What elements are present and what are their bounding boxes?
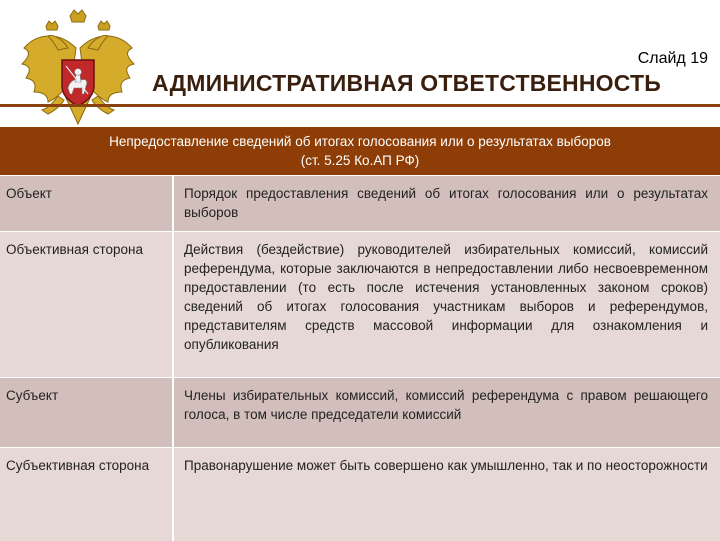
table-row [0, 232, 720, 378]
row-term: Субъективная сторона [0, 448, 173, 541]
title-divider [0, 104, 720, 107]
table-header [0, 127, 720, 175]
header-line-1: Непредоставление сведений об итогах голосования или о результатах выборов [109, 134, 611, 149]
slide-number: Слайд 19 [637, 50, 708, 67]
table-row [0, 448, 720, 541]
info-table [0, 175, 720, 541]
table-row [0, 176, 720, 232]
coat-of-arms-emblem [18, 8, 138, 128]
header-line-2: (ст. 5.25 Ко.АП РФ) [300, 153, 420, 168]
row-description: Действия (бездействие) руководителей избирательных комиссий, комиссий референдума, которые заключаются в непредоставлении либо несвоевременном предоставлении (то есть после истечения установленных законом сроков) сведений об итогах голосования участникам выборов и референдумов, представителям средств массовой информации для ознакомления и опубликования [173, 232, 720, 378]
row-description: Члены избирательных комиссий, комиссий референдума с правом решающего голоса, в том числе председатели комиссий [173, 378, 720, 448]
row-description: Правонарушение может быть совершено как умышленно, так и по неосторожности [173, 448, 720, 541]
table-row [0, 378, 720, 448]
row-term: Объективная сторона [0, 232, 173, 378]
page-title: АДМИНИСТРАТИВНАЯ ОТВЕТСТВЕННОСТЬ [152, 70, 661, 96]
row-term: Субъект [0, 378, 173, 448]
row-description: Порядок предоставления сведений об итогах голосования или о результатах выборов [173, 176, 720, 232]
row-term: Объект [0, 176, 173, 232]
